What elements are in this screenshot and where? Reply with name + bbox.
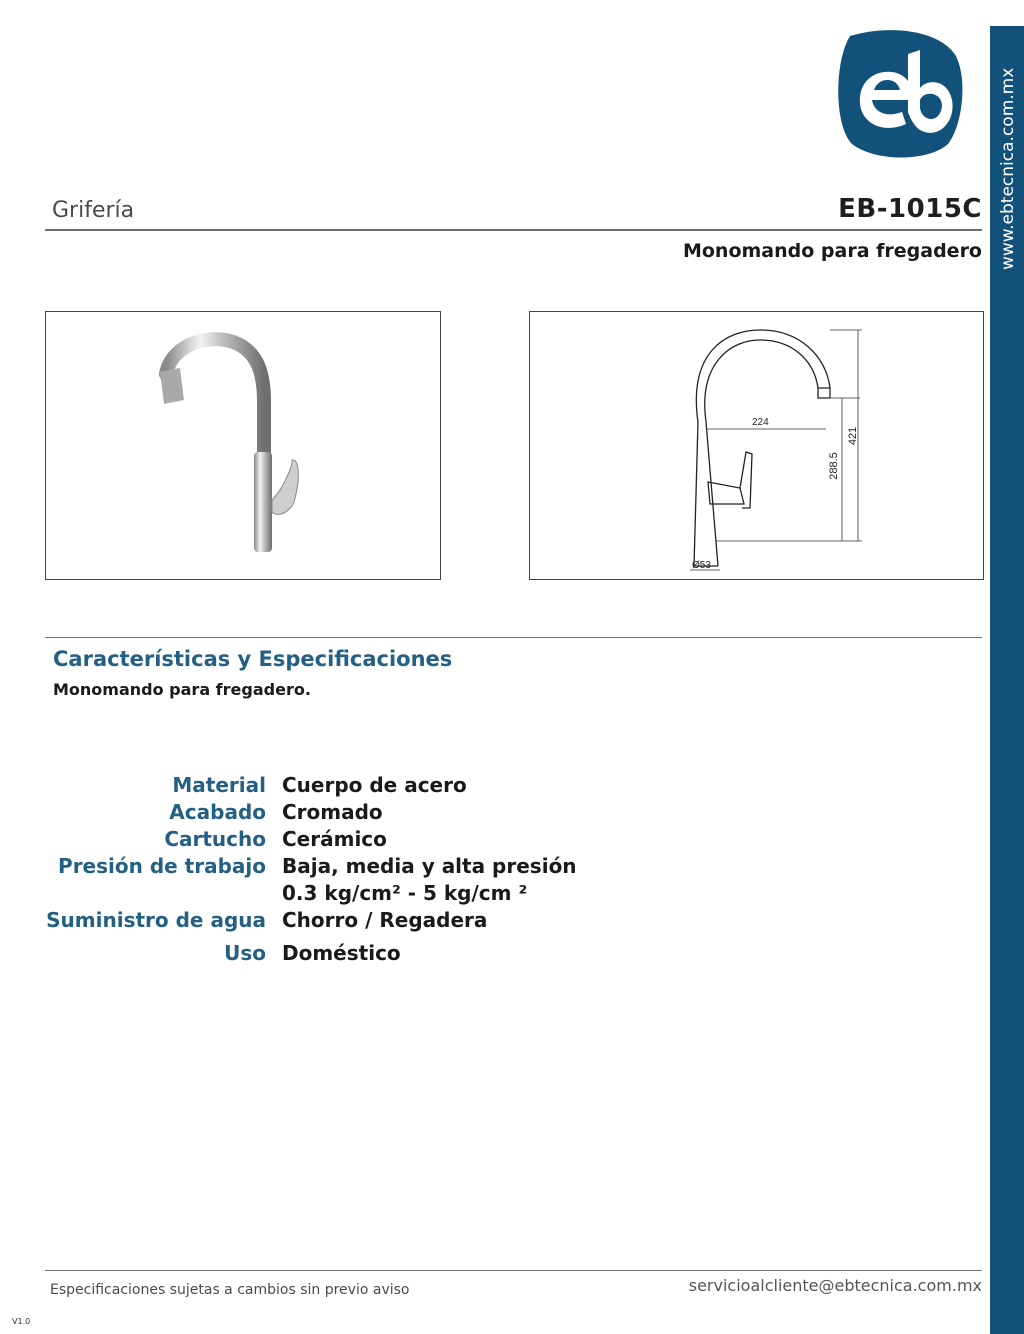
footer-disclaimer: Especificaciones sujetas a cambios sin previo aviso	[50, 1282, 410, 1298]
faucet-dimension-drawing	[530, 312, 983, 579]
spec-value-presion: Baja, media y alta presión	[282, 854, 577, 878]
spec-label-uso: Uso	[224, 941, 266, 965]
spec-label-presion: Presión de trabajo	[58, 854, 266, 878]
model-code: EB-1015C	[838, 194, 982, 224]
spec-label-acabado: Acabado	[169, 800, 266, 824]
dim-height-total: 421	[847, 426, 860, 446]
version-label: V1.0	[12, 1317, 31, 1326]
faucet-photo	[46, 312, 440, 579]
product-photo-frame	[45, 311, 441, 580]
spec-value-acabado: Cromado	[282, 800, 383, 824]
website-url[interactable]: www.ebtecnica.com.mx	[998, 67, 1018, 270]
spec-label-suministro: Suministro de agua	[46, 908, 266, 932]
product-subtitle: Monomando para fregadero	[682, 240, 982, 262]
spec-value-material: Cuerpo de acero	[282, 773, 467, 797]
spec-value-cartucho: Cerámico	[282, 827, 387, 851]
header-divider	[45, 229, 982, 231]
section-divider	[45, 637, 982, 638]
category-title: Grifería	[52, 198, 135, 223]
section-title: Características y Especificaciones	[53, 647, 453, 671]
section-description: Monomando para fregadero.	[53, 680, 311, 699]
technical-drawing-frame	[529, 311, 984, 580]
footer-divider	[45, 1270, 982, 1271]
dim-base-diameter: Ø53	[692, 560, 711, 571]
company-logo	[830, 26, 964, 160]
dim-height-spout: 288.5	[827, 452, 840, 480]
contact-email[interactable]: servicioalcliente@ebtecnica.com.mx	[688, 1276, 982, 1295]
spec-value-suministro: Chorro / Regadera	[282, 908, 488, 932]
spec-label-cartucho: Cartucho	[164, 827, 266, 851]
dim-reach: 224	[752, 417, 769, 428]
spec-value-presion-range: 0.3 kg/cm² - 5 kg/cm ²	[282, 881, 528, 905]
spec-value-uso: Doméstico	[282, 941, 401, 965]
spec-label-material: Material	[172, 773, 266, 797]
